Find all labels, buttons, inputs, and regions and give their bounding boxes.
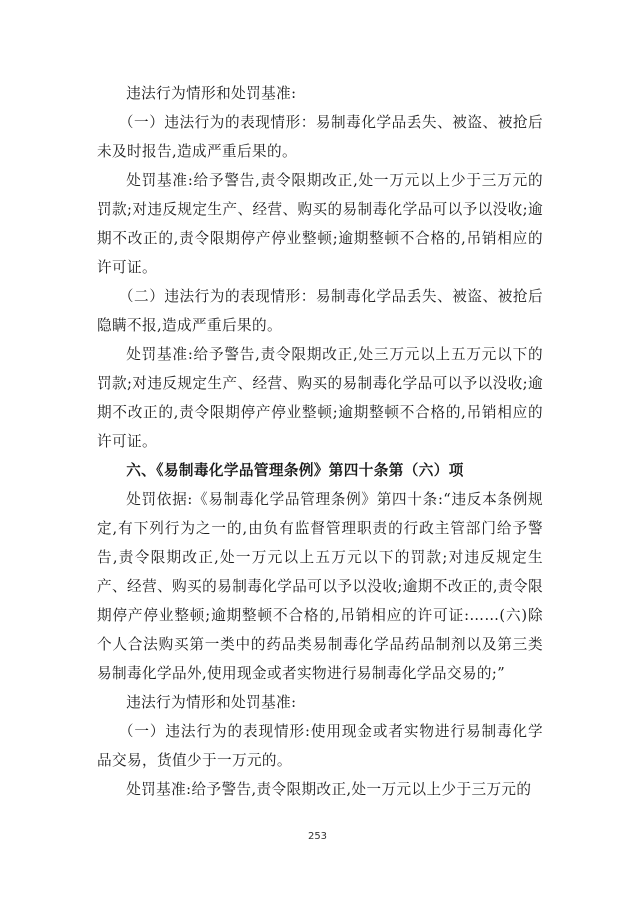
paragraph-violation-standards-heading: 违法行为情形和处罚基准: bbox=[126, 85, 297, 102]
paragraph-penalty-2: 处罚基准:给予警告,责令限期改正,处三万元以上五万元以下的罚款;对违反规定生产、经营、购买的易制毒化学品可以予以没收;逾期不改正的,责令限期停产停业整顿;逾期整顿不合格的,吊销相应的许可证。 bbox=[97, 346, 543, 450]
page-number: 253 bbox=[307, 831, 328, 842]
section-heading-article-40-6: 六、《易制毒化学品管理条例》第四十条第（六）项 bbox=[126, 462, 464, 479]
paragraph-legal-basis: 处罚依据:《易制毒化学品管理条例》第四十条:“违反本条例规定,有下列行为之一的,由负有监督管理职责的行政主管部门给予警告,责令限期改正,处一万元以上五万元以下的罚款;对违反规定生产、经营、购买的易制毒化学品可以予以没收;逾期不改正的,责令限期停产停业整顿;逾期整顿不合格的,吊销相应的许可证:……(六)除个人合法购买第一类中的药品类易制毒化学品药品制剂以及第三类易制毒化学品外,使用现金或者实物进行易制毒化学品交易的;” bbox=[97, 491, 543, 682]
paragraph-case-2: （二）违法行为的表现情形：易制毒化学品丢失、被盗、被抢后隐瞒不报,造成严重后果的。 bbox=[97, 288, 543, 334]
paragraph-case-1: （一）违法行为的表现情形：易制毒化学品丢失、被盗、被抢后未及时报告,造成严重后果的。 bbox=[97, 114, 543, 160]
paragraph-case-3: （一）违法行为的表现情形:使用现金或者实物进行易制毒化学品交易，货值少于一万元的。 bbox=[97, 723, 543, 769]
paragraph-violation-standards-heading-2: 违法行为情形和处罚基准: bbox=[126, 694, 297, 711]
body-text bbox=[97, 79, 543, 804]
paragraph-penalty-3: 处罚基准:给予警告,责令限期改正,处一万元以上少于三万元的 bbox=[126, 781, 532, 798]
paragraph-penalty-1: 处罚基准:给予警告,责令限期改正,处一万元以上少于三万元的罚款;对违反规定生产、经营、购买的易制毒化学品可以予以没收;逾期不改正的,责令限期停产停业整顿;逾期整顿不合格的,吊销相应的许可证。 bbox=[97, 172, 543, 276]
